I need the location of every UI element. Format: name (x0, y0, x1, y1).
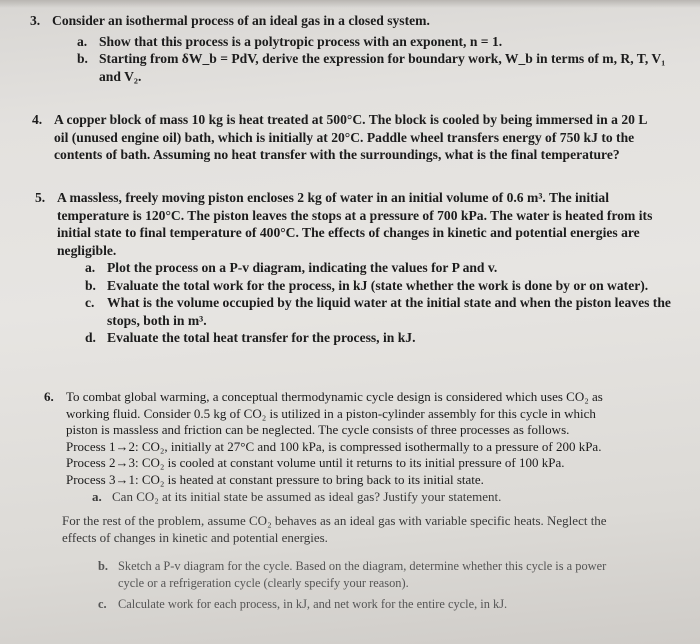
question-5 (35, 189, 695, 369)
question-number: 3. (30, 13, 41, 28)
part-c-text-line1: What is the volume occupied by the liquid water at the initial state and when the piston leaves the (107, 295, 671, 310)
process-1-2: Process 1→2: CO₂, initially at 27°C and 100 kPa, is compressed isothermally to a pressure of 200 kPa. (66, 438, 602, 454)
part-b-text-line2: and V₂. (99, 68, 142, 84)
part-label: b. (98, 559, 108, 574)
page-edge-shadow (0, 0, 700, 8)
question-3 (30, 12, 690, 92)
question-line: working fluid. Consider 0.5 kg of CO₂ is utilized in a piston-cylinder assembly for this cycle in which (66, 405, 596, 421)
part-label: a. (77, 33, 88, 49)
process-3-1: Process 3→1: CO₂ is heated at constant pressure to bring back to its initial state. (66, 471, 484, 487)
question-number: 4. (32, 112, 43, 127)
question-line: A massless, freely moving piston encloses 2 kg of water in an initial volume of 0.6 m³. The initial (57, 190, 609, 205)
part-label: b. (77, 51, 88, 66)
part-a-text: Plot the process on a P-v diagram, indicating the values for P and v. (107, 260, 498, 275)
part-label: b. (85, 277, 96, 293)
part-b-text-line2: cycle or a refrigeration cycle (clearly specify your reason). (118, 575, 409, 590)
part-c-text-line2: stops, both in m³. (107, 312, 207, 328)
part-label: a. (92, 488, 102, 504)
part-b-text-line1: Sketch a P-v diagram for the cycle. Based on the diagram, determine whether this cycle is a power (118, 559, 607, 574)
question-number: 6. (44, 389, 54, 404)
question-line: temperature is 120°C. The piston leaves the stops at a pressure of 700 kPa. The water is heated from its (57, 207, 653, 223)
question-6 (44, 389, 694, 639)
question-line: piston is massless and friction can be neglected. The cycle consists of three processes as follows. (66, 422, 570, 438)
question-line: contents of bath. Assuming no heat transfer with the surroundings, what is the final temperature? (54, 147, 620, 162)
part-b-text-line1: Starting from δW_b = PdV, derive the expression for boundary work, W_b in terms of m, R, T, V₁ (99, 51, 666, 66)
question-line: oil (unused engine oil) bath, which is initially at 20°C. Paddle wheel transfers energy of 750 kJ to the (54, 129, 635, 145)
part-a-text: Show that this process is a polytropic process with an exponent, n = 1. (99, 33, 503, 49)
question-line: initial state to final temperature of 400°C. The effects of changes in kinetic and potential energies are (57, 225, 640, 240)
part-label: a. (85, 260, 96, 275)
question-stem: Consider an isothermal process of an ideal gas in a closed system. (52, 13, 430, 28)
part-label: d. (85, 330, 96, 345)
question-number: 5. (35, 190, 46, 205)
process-2-3: Process 2→3: CO₂ is cooled at constant volume until it returns to its initial pressure of 100 kPa. (66, 455, 565, 471)
question-line: To combat global warming, a conceptual thermodynamic cycle design is considered which uses CO₂ as (66, 389, 603, 404)
part-label: c. (98, 596, 107, 611)
question-line: A copper block of mass 10 kg is heat treated at 500°C. The block is cooled by being immersed in a 20 L (54, 112, 648, 127)
part-label: c. (85, 295, 95, 310)
question-line: negligible. (57, 242, 117, 258)
assumption-line: For the rest of the problem, assume CO₂ behaves as an ideal gas with variable specific heats. Neglect the (62, 513, 607, 529)
question-4 (32, 111, 692, 171)
part-a-text: Can CO₂ at its initial state be assumed as ideal gas? Justify your statement. (112, 488, 502, 504)
part-b-text: Evaluate the total work for the process, in kJ (state whether the work is done by or on water). (107, 277, 649, 293)
part-c-text: Calculate work for each process, in kJ, and net work for the entire cycle, in kJ. (118, 596, 508, 611)
assumption-line: effects of changes in kinetic and potential energies. (62, 529, 328, 545)
part-d-text: Evaluate the total heat transfer for the process, in kJ. (107, 330, 416, 345)
